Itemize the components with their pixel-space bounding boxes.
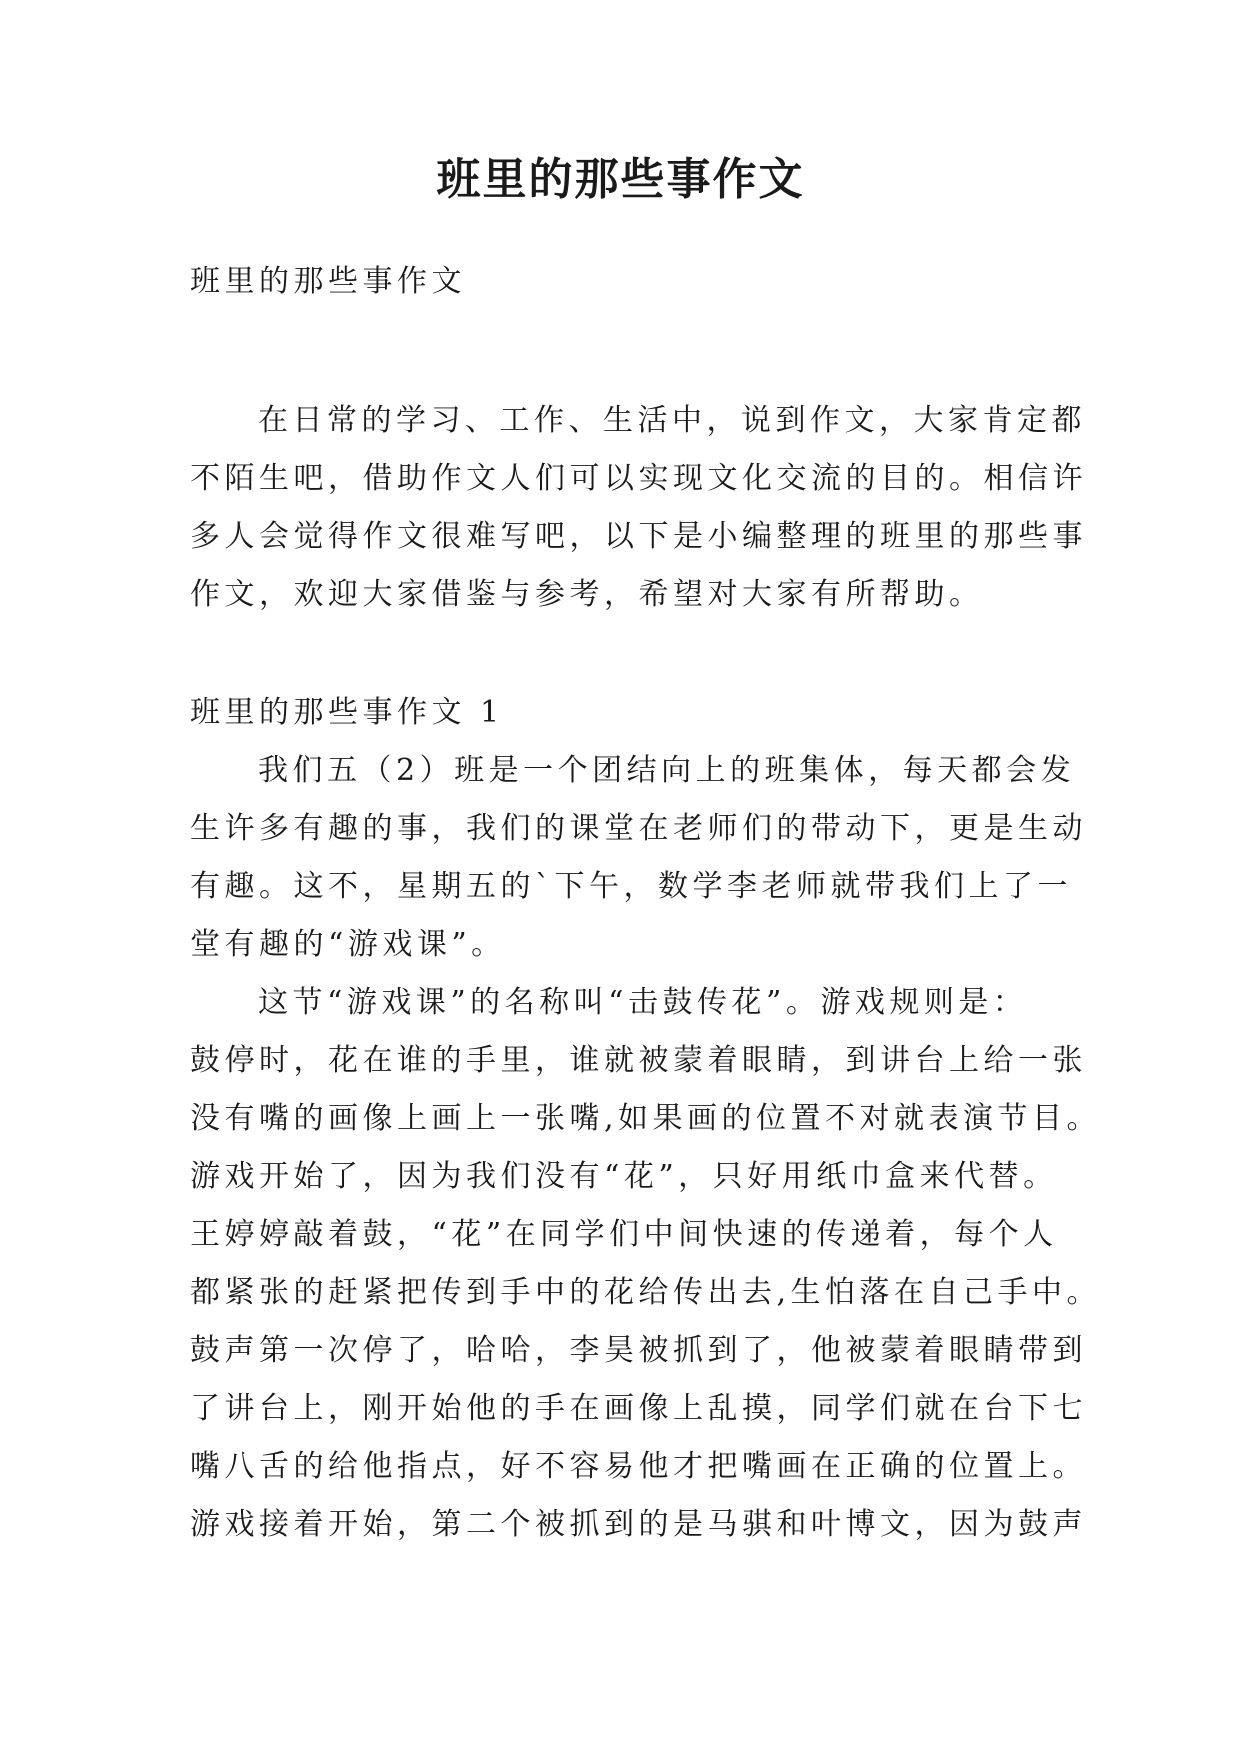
paragraph-line: 王婷婷敲着鼓，“花”在同学们中间快速的传递着，每个人 <box>190 1217 1058 1252</box>
paragraph-line: 这节“游戏课”的名称叫“击鼓传花”。游戏规则是： <box>258 985 1028 1020</box>
section-heading: 班里的那些事作文 1 <box>190 695 504 730</box>
paragraph-line: 多人会觉得作文很难写吧，以下是小编整理的班里的那些事 <box>190 519 1087 554</box>
document-title: 班里的那些事作文 <box>436 154 805 205</box>
paragraph-line: 游戏接着开始，第二个被抓到的是马骐和叶博文，因为鼓声 <box>190 1507 1087 1542</box>
paragraph-line: 不陌生吧，借助作文人们可以实现文化交流的目的。相信许 <box>190 461 1087 496</box>
paragraph-line: 作文，欢迎大家借鉴与参考，希望对大家有所帮助。 <box>190 577 984 612</box>
paragraph-line: 嘴八舌的给他指点，好不容易他才把嘴画在正确的位置上。 <box>190 1449 1087 1484</box>
paragraph-line: 我们五（2）班是一个团结向上的班集体，每天都会发 <box>258 753 1076 788</box>
paragraph-line: 都紧张的赶紧把传到手中的花给传出去,生怕落在自己手中。 <box>190 1275 1102 1310</box>
paragraph-line: 有趣。这不，星期五的`下午，数学李老师就带我们上了一 <box>190 869 1072 904</box>
paragraph-line: 鼓停时，花在谁的手里，谁就被蒙着眼睛，到讲台上给一张 <box>190 1043 1087 1078</box>
paragraph-line: 堂有趣的“游戏课”。 <box>190 927 506 962</box>
paragraph-line: 了讲台上，刚开始他的手在画像上乱摸，同学们就在台下七 <box>190 1391 1087 1426</box>
paragraph-line: 生许多有趣的事，我们的课堂在老师们的带动下，更是生动 <box>190 811 1087 846</box>
paragraph-line: 游戏开始了，因为我们没有“花”，只好用纸巾盒来代替。 <box>190 1159 1058 1194</box>
paragraph-line: 鼓声第一次停了，哈哈，李昊被抓到了，他被蒙着眼睛带到 <box>190 1333 1087 1368</box>
paragraph-line: 没有嘴的画像上画上一张嘴,如果画的位置不对就表演节目。 <box>190 1101 1102 1136</box>
paragraph-line: 在日常的学习、工作、生活中，说到作文，大家肯定都 <box>258 403 1086 438</box>
subtitle: 班里的那些事作文 <box>190 264 466 299</box>
